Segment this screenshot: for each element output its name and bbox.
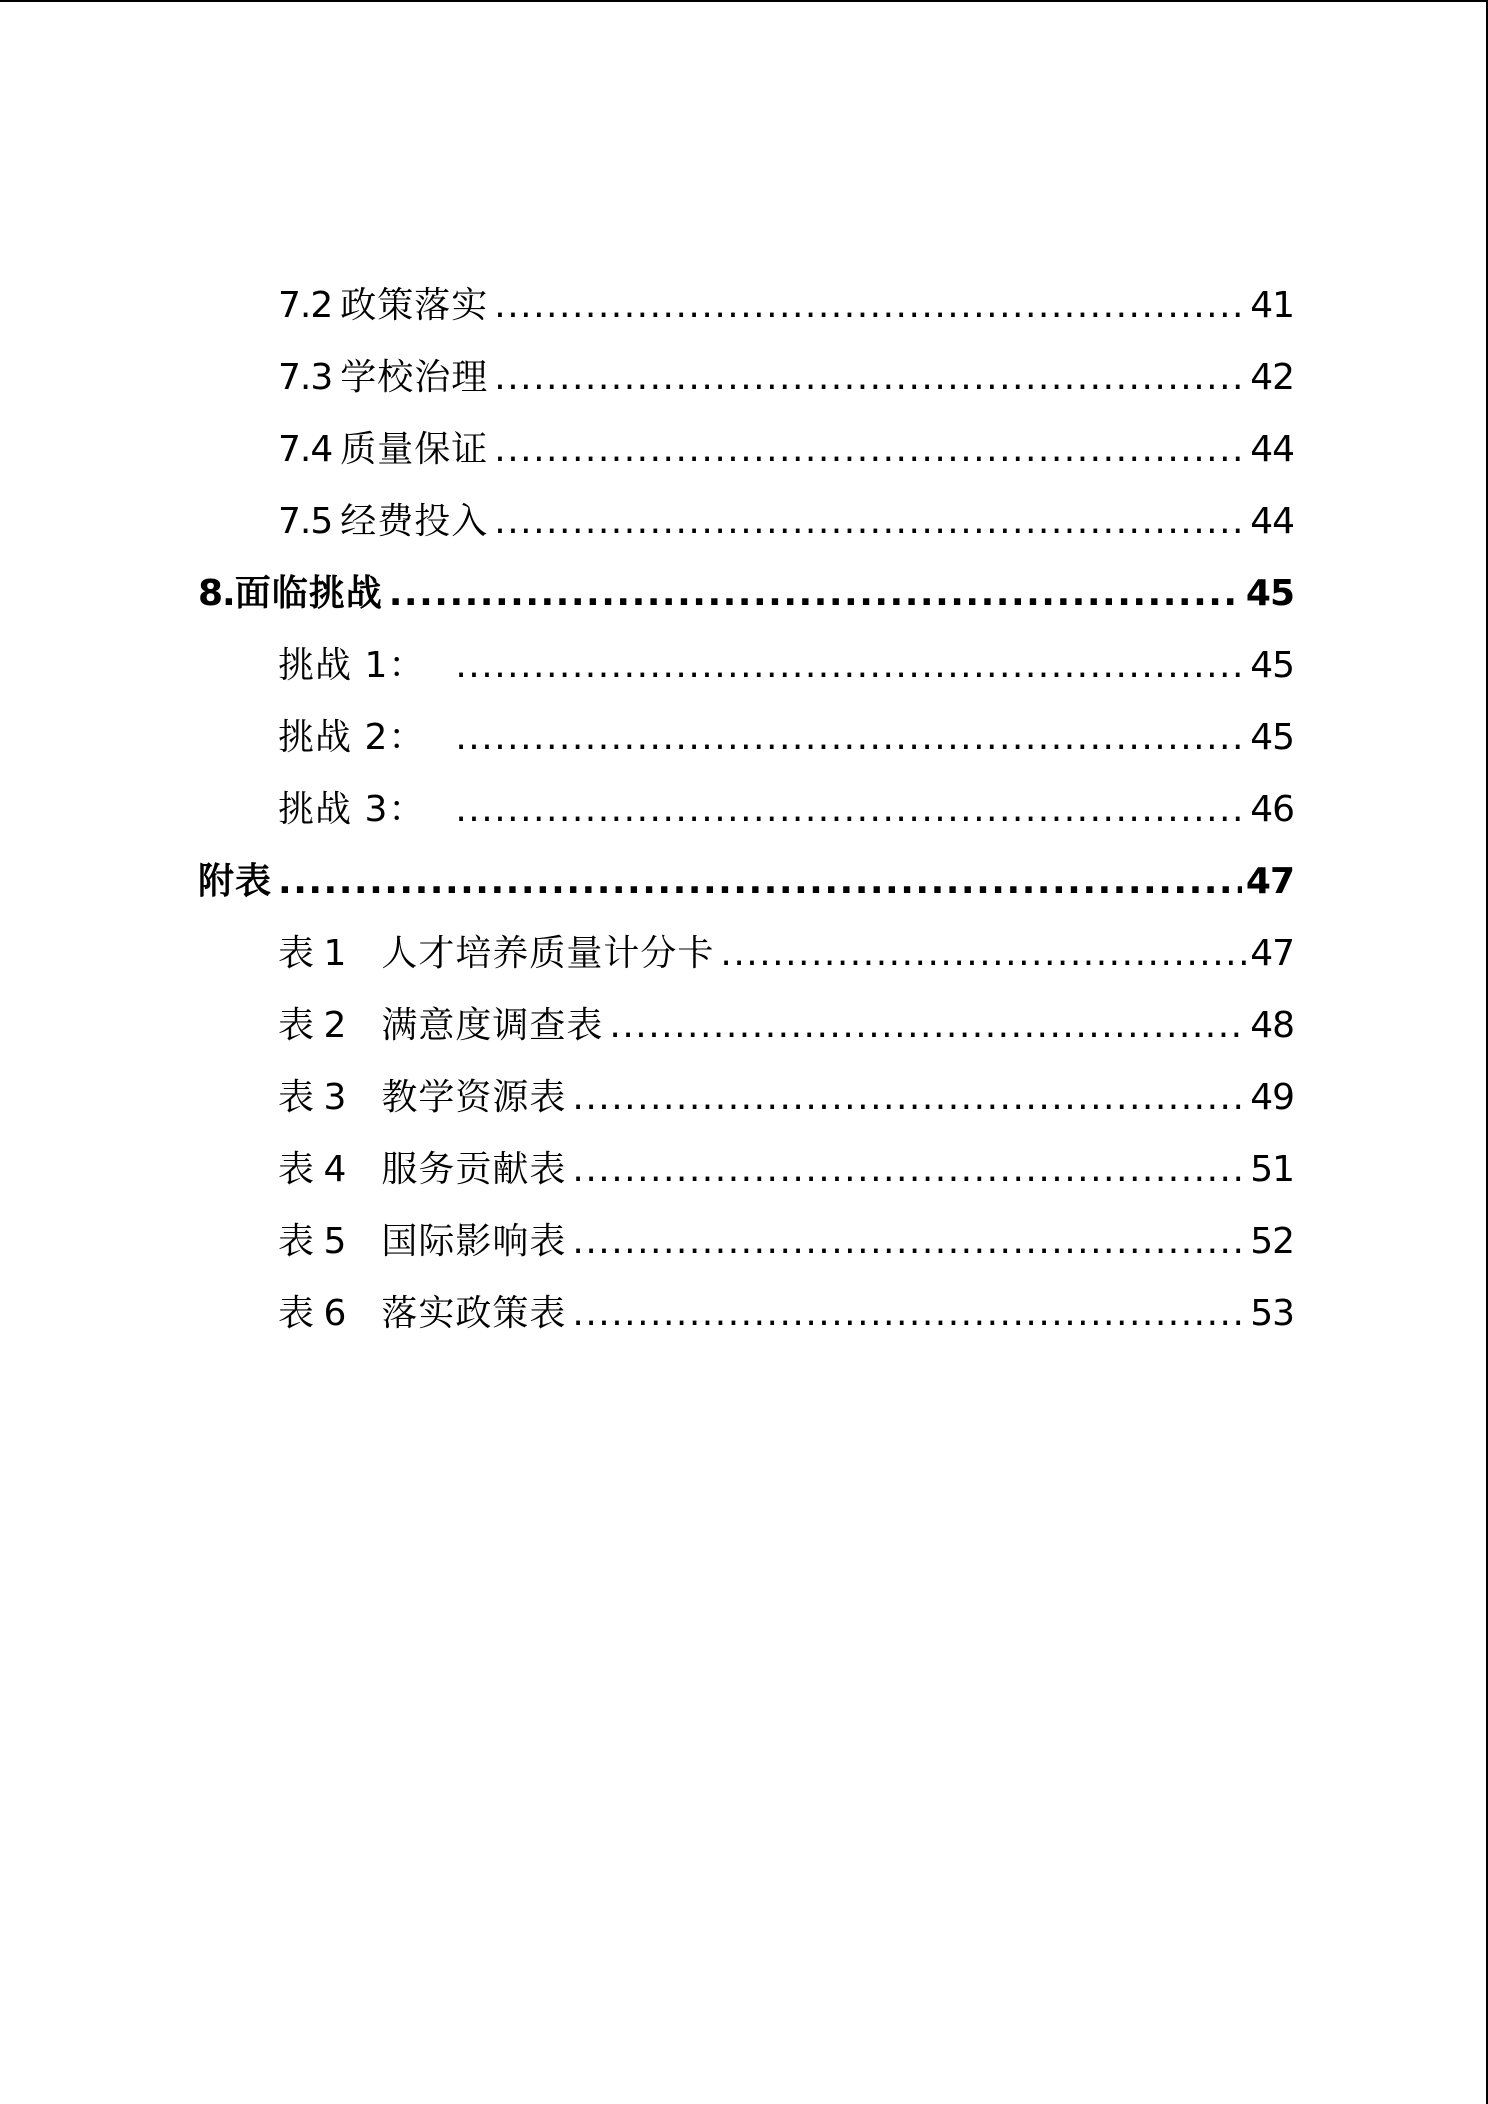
toc-entry-number: 7.3 (278, 357, 333, 398)
toc-dot-leader (572, 1075, 1246, 1121)
toc-entry-page: 46 (1250, 789, 1294, 830)
toc-entry-page: 44 (1250, 501, 1294, 542)
toc-entry-challenge-1[interactable] (278, 643, 1294, 689)
toc-dot-leader (494, 499, 1246, 545)
toc-entry-number: 表 5 (278, 1221, 346, 1262)
toc-dot-leader (389, 571, 1242, 617)
toc-entry-table-6[interactable] (278, 1291, 1294, 1337)
toc-dot-leader (572, 1147, 1246, 1193)
toc-entry-page: 42 (1250, 357, 1294, 398)
toc-entry-title: 教学资源表 (381, 1077, 567, 1118)
toc-entry-7-4[interactable] (278, 427, 1294, 473)
toc-entry-page: 53 (1250, 1293, 1294, 1334)
toc-entry-number: 表 3 (278, 1077, 346, 1118)
toc-entry-title: 挑战 3： (278, 789, 426, 830)
toc-entry-number: 表 6 (278, 1293, 346, 1334)
toc-dot-leader (572, 1291, 1246, 1337)
toc-entry-page: 51 (1250, 1149, 1294, 1190)
toc-entry-challenge-3[interactable] (278, 787, 1294, 833)
toc-entry-title: 国际影响表 (381, 1221, 567, 1262)
toc-entry-number: 表 1 (278, 933, 346, 974)
toc-entry-number: 表 4 (278, 1149, 346, 1190)
toc-entry-appendix[interactable] (198, 859, 1294, 905)
toc-dot-leader (609, 1003, 1246, 1049)
toc-dot-leader (494, 355, 1246, 401)
toc-entry-title: 质量保证 (340, 429, 489, 470)
toc-entry-page: 52 (1250, 1221, 1294, 1262)
toc-entry-page: 49 (1250, 1077, 1294, 1118)
toc-dot-leader (572, 1219, 1246, 1265)
toc-entry-number: 7.5 (278, 501, 333, 542)
toc-entry-number: 表 2 (278, 1005, 346, 1046)
toc-entry-table-1[interactable] (278, 931, 1294, 977)
toc-entry-title: 挑战 2： (278, 717, 426, 758)
toc-entry-title: 面临挑战 (234, 573, 383, 614)
toc-entry-title: 满意度调查表 (381, 1005, 604, 1046)
toc-entry-title: 人才培养质量计分卡 (381, 933, 715, 974)
toc-dot-leader (494, 283, 1246, 329)
toc-entry-title: 落实政策表 (381, 1293, 567, 1334)
toc-entry-table-5[interactable] (278, 1219, 1294, 1265)
toc-entry-page: 48 (1250, 1005, 1294, 1046)
toc-entry-page: 47 (1250, 933, 1294, 974)
toc-entry-title: 挑战 1： (278, 645, 426, 686)
toc-entry-number: 7.2 (278, 285, 333, 326)
toc-entry-table-3[interactable] (278, 1075, 1294, 1121)
toc-entry-page: 41 (1250, 285, 1294, 326)
toc-entry-table-4[interactable] (278, 1147, 1294, 1193)
toc-entry-7-2[interactable] (278, 283, 1294, 329)
toc-entry-challenge-2[interactable] (278, 715, 1294, 761)
toc-dot-leader (455, 787, 1246, 833)
toc-entry-title: 经费投入 (340, 501, 489, 542)
toc-entry-table-2[interactable] (278, 1003, 1294, 1049)
toc-dot-leader (455, 715, 1246, 761)
toc-dot-leader (455, 643, 1246, 689)
toc-dot-leader (720, 931, 1246, 977)
toc-entry-page: 47 (1245, 861, 1294, 902)
toc-entry-page: 44 (1250, 429, 1294, 470)
toc-entry-title: 学校治理 (340, 357, 489, 398)
toc-entry-page: 45 (1245, 573, 1294, 614)
toc-entry-number: 8. (198, 573, 235, 614)
toc-entry-section-8[interactable] (198, 571, 1294, 617)
toc-dot-leader (278, 859, 1242, 905)
toc-entry-number: 7.4 (278, 429, 333, 470)
toc-entry-title: 服务贡献表 (381, 1149, 567, 1190)
toc-entry-page: 45 (1250, 717, 1294, 758)
toc-entry-7-5[interactable] (278, 499, 1294, 545)
toc-entry-page: 45 (1250, 645, 1294, 686)
toc-entry-title: 政策落实 (340, 285, 489, 326)
toc-dot-leader (494, 427, 1246, 473)
toc-entry-7-3[interactable] (278, 355, 1294, 401)
toc-entry-title: 附表 (198, 861, 273, 902)
